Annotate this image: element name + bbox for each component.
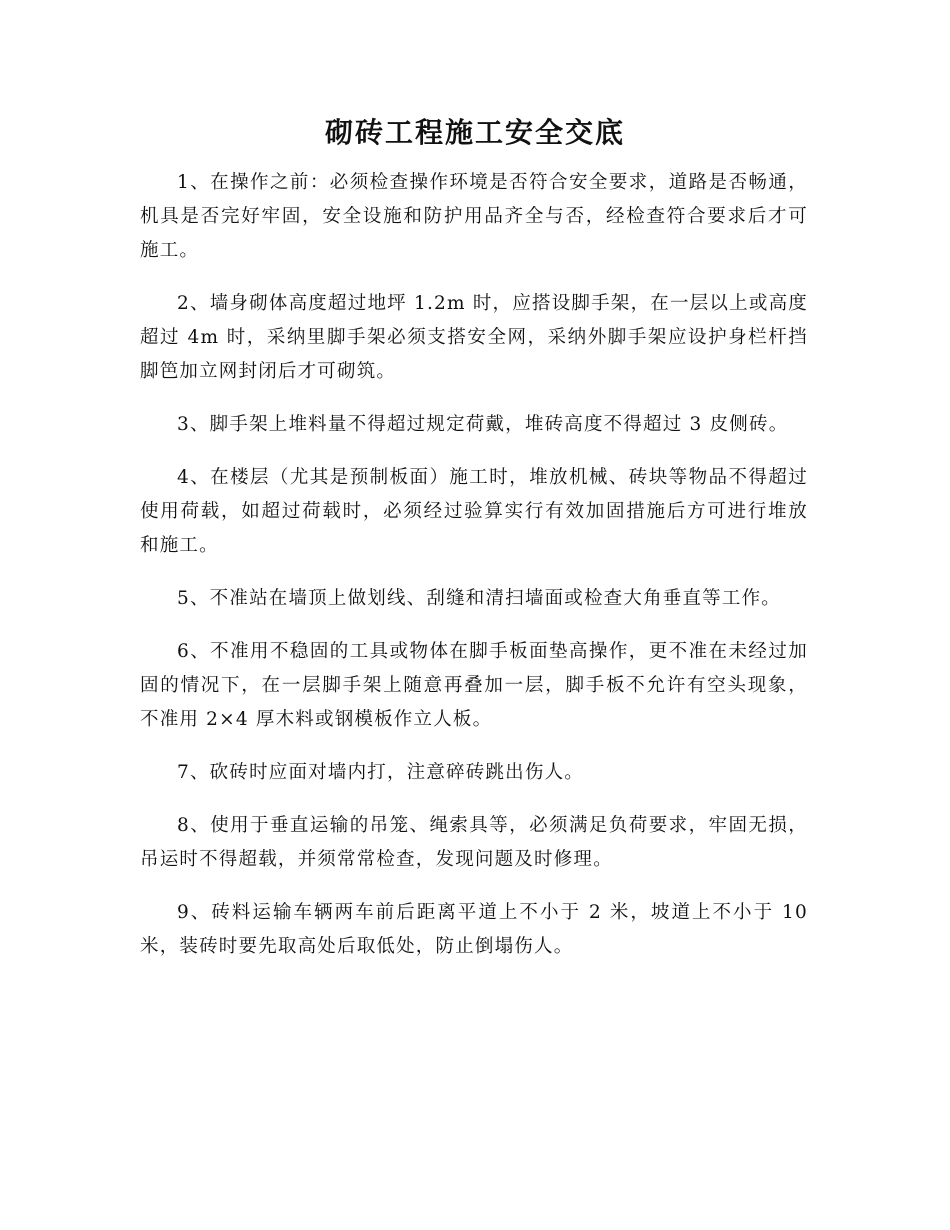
paragraph-1: 1、在操作之前：必须检查操作环境是否符合安全要求，道路是否畅通，机具是否完好牢固，安全设施和防护用品齐全与否，经检查符合要求后才可施工。: [140, 172, 808, 261]
paragraph-4: 4、在楼层（尤其是预制板面）施工时，堆放机械、砖块等物品不得超过使用荷载，如超过荷载时，必须经过验算实行有效加固措施后方可进行堆放和施工。: [140, 467, 808, 556]
paragraph-6: 6、不准用不稳固的工具或物体在脚手板面垫高操作，更不准在未经过加固的情况下，在一层脚手架上随意再叠加一层，脚手板不允许有空头现象，不准用 2×4 厚木料或钢模板作立人板。: [140, 641, 808, 730]
paragraph-3: 3、脚手架上堆料量不得超过规定荷戴，堆砖高度不得超过 3 皮侧砖。: [177, 414, 789, 435]
paragraph-7: 7、砍砖时应面对墙内打，注意碎砖跳出伤人。: [177, 762, 584, 783]
paragraph-5: 5、不准站在墙顶上做划线、刮缝和清扫墙面或检查大角垂直等工作。: [177, 588, 781, 609]
paragraph-8: 8、使用于垂直运输的吊笼、绳索具等，必须满足负荷要求，牢固无损，吊运时不得超载，并须常常检查，发现问题及时修理。: [140, 815, 808, 870]
page-title: 砌砖工程施工安全交底: [324, 116, 625, 149]
document-body: [140, 166, 808, 983]
paragraph-2: 2、墙身砌体高度超过地坪 1.2m 时，应搭设脚手架，在一层以上或高度超过 4m 时，采纳里脚手架必须支搭安全网，采纳外脚手架应设护身栏杆挡脚笆加立网封闭后才可砌筑。: [140, 293, 808, 382]
paragraph-9: 9、砖料运输车辆两车前后距离平道上不小于 2 米，坡道上不小于 10 米，装砖时要先取高处后取低处，防止倒塌伤人。: [140, 902, 808, 957]
